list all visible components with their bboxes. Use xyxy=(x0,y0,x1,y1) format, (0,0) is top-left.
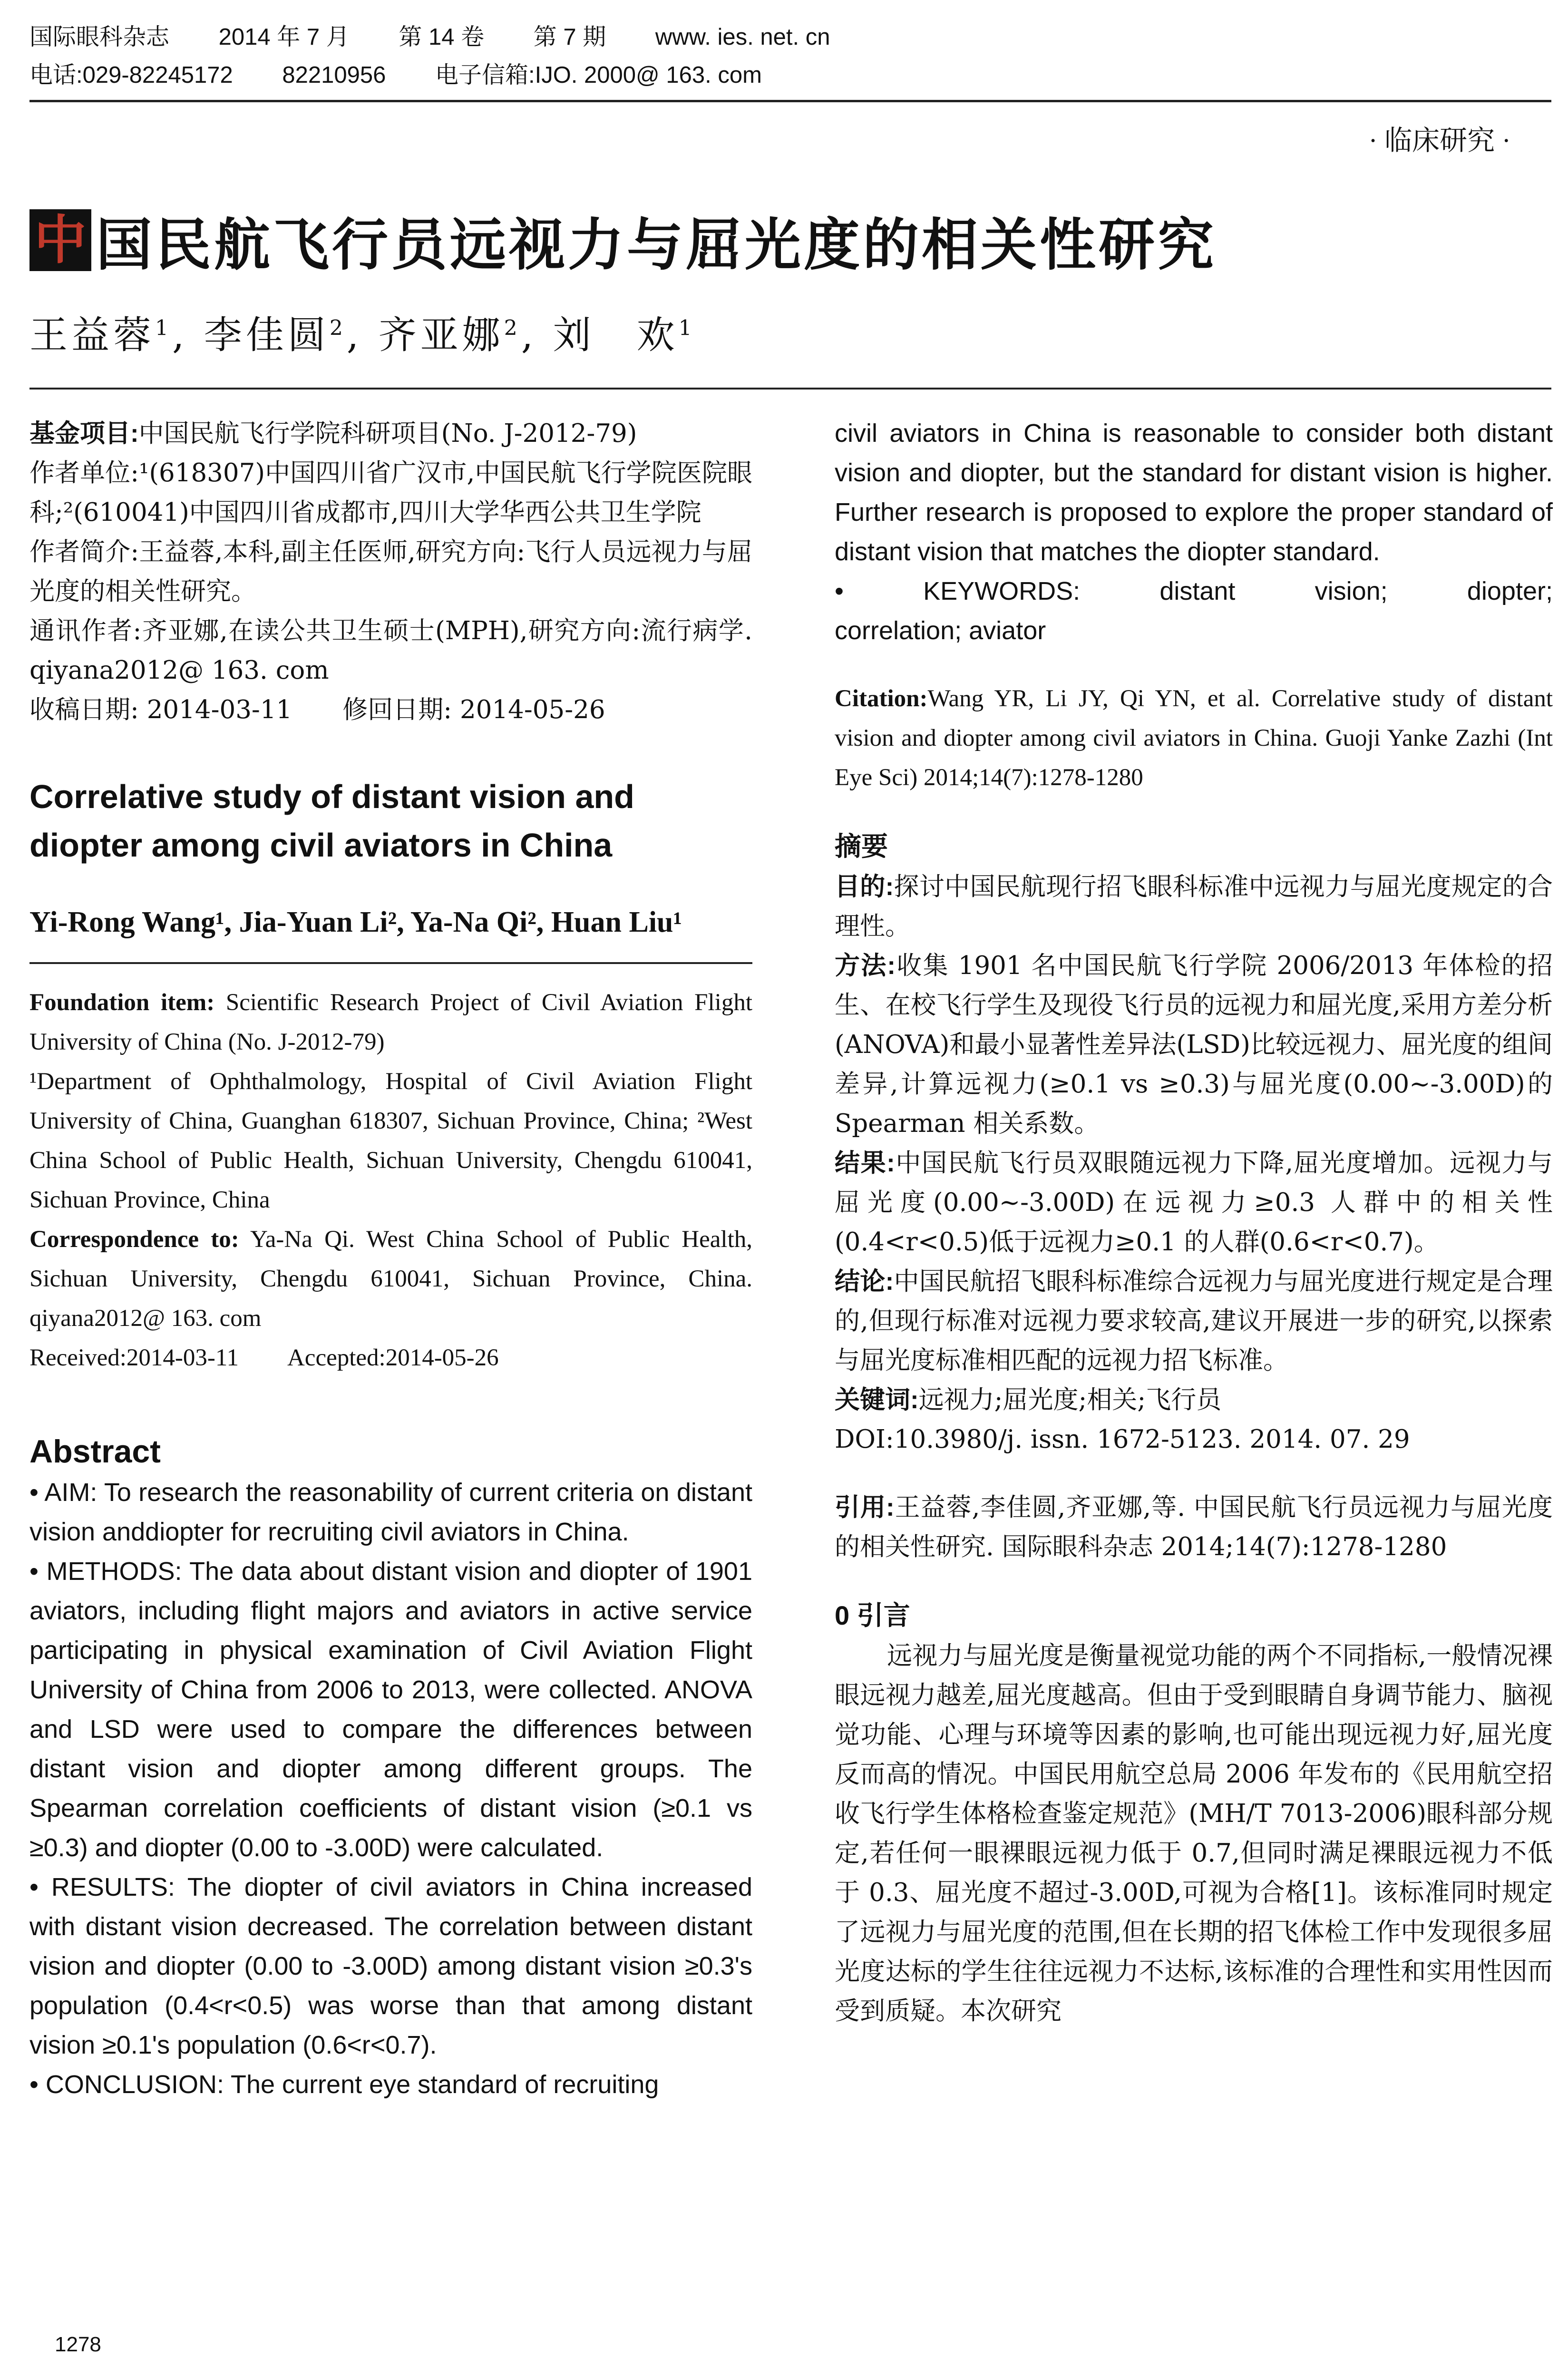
received-dates: 收稿日期: 2014-03-11 修回日期: 2014-05-26 xyxy=(29,695,605,724)
author-bio xyxy=(29,532,752,611)
author-affil: 1 xyxy=(678,316,696,341)
corresponding-author xyxy=(29,611,752,690)
abstract-objective xyxy=(835,867,1553,946)
keyword: diopter; xyxy=(1467,577,1553,605)
method-text: 收集 1901 名中国民航飞行学院 2006/2013 年体检的招生、在校飞行学生及现役飞行员的远视力和屈光度,采用方差分析(ANOVA)和最小显著性差异法(LSD)比较远视力、屈光度的组间差异,计算远视力(≥0.1 vs ≥0.3)与屈光度(0.00~-3.00D)的 Spearman 相关系数。 xyxy=(835,951,1553,1138)
journal-website: www. ies. net. cn xyxy=(655,24,830,50)
author-list: 王益蓉$^1$, 李佳圆$^2$, 齐亚娜$^2$, 刘 欢$^1$ xyxy=(29,313,696,357)
bio-label: 作者简介: xyxy=(29,537,139,566)
corr-label: 通讯作者: xyxy=(29,616,142,645)
keywords-label: KEYWORDS: xyxy=(923,577,1081,605)
author-name: 刘 欢 xyxy=(553,313,679,357)
volume: 第 14 卷 xyxy=(399,24,485,50)
abstract-heading: Abstract xyxy=(29,1433,161,1470)
title-divider xyxy=(29,388,1551,390)
spacer xyxy=(835,1459,1553,1488)
author-affil: 2 xyxy=(504,316,521,341)
english-title: Correlative study of distant vision and diopter among civil aviators in China xyxy=(29,778,634,864)
title-first-char: 中 xyxy=(29,209,91,271)
conclusion-text: 中国民航招飞眼科标准综合远视力与屈光度进行规定是合理的,但现行标准对远视力要求较高,建议开展进一步的研究,以探索与屈光度标准相匹配的远视力招飞标准。 xyxy=(835,1267,1553,1375)
intro-heading: 0 引言 xyxy=(835,1600,910,1630)
abstract-results: • RESULTS: The diopter of civil aviators in China increased with distant vision decreased. The correlation between distant vision and diopter (0.00 to -3.00D) among distant vision ≥0.3's population (0.4<r<0.5) was worse than that among distant vision ≥0.1's population (0.6<r<0.7). xyxy=(29,1873,752,2059)
citation-zh-text: 王益蓉,李佳圆,齐亚娜,等. 中国民航飞行员远视力与屈光度的相关性研究. 国际眼科杂志 2014;14(7):1278-1280 xyxy=(835,1493,1553,1561)
correspondence-label: Correspondence to: xyxy=(29,1226,239,1253)
email: 电子信箱:IJO. 2000@ 163. com xyxy=(435,62,762,88)
doi: DOI:10.3980/j. issn. 1672-5123. 2014. 07. 29 xyxy=(835,1425,1410,1454)
department: ¹Department of Ophthalmology, Hospital of Civil Aviation Flight University of China, Guanghan 618307, Sichuan Province, China; ²West China School of Public Health, Sichuan University, Chengdu 610041, Sichuan Province, China xyxy=(29,1068,752,1213)
keywords-bullet: • xyxy=(835,577,844,605)
foundation-text: Scientific Research Project of Civil Aviation Flight University of China (No. J-2012-79) xyxy=(29,989,752,1055)
spacer xyxy=(835,1567,1553,1595)
abstract-conclusion-end: civil aviators in China is reasonable to consider both distant vision and diopter, but the standard for distant vision is higher. Further research is proposed to explore the proper standard of distant vision that matches the diopter standard. xyxy=(835,419,1553,566)
result-text: 中国民航飞行员双眼随远视力下降,屈光度增加。远视力与屈光度(0.00~-3.00D)在远视力≥0.3 人群中的相关性(0.4<r<0.5)低于远视力≥0.1 的人群(0.6<r<0.7)。 xyxy=(835,1149,1553,1257)
left-column xyxy=(29,414,752,2104)
affiliation xyxy=(29,453,752,532)
affil-label: 作者单位: xyxy=(29,458,139,487)
chinese-abstract-heading: 摘要 xyxy=(835,831,888,861)
section-tag: · 临床研究 · xyxy=(1368,125,1511,156)
page-number: 1278 xyxy=(55,2333,101,2356)
abstract-method xyxy=(835,946,1553,1143)
affil-text: ¹(618307)中国四川省广汉市,中国民航飞行学院医院眼科;²(610041)中国四川省成都市,四川大学华西公共卫生学院 xyxy=(29,458,752,527)
header-line-1 xyxy=(29,18,1551,56)
author-affil: 2 xyxy=(329,316,347,341)
conclusion-label: 结论: xyxy=(835,1267,894,1296)
abstract-conclusion-start: • CONCLUSION: The current eye standard of recruiting xyxy=(29,2070,659,2099)
citation xyxy=(835,679,1553,798)
right-column xyxy=(835,414,1553,2031)
keywords-zh-text: 远视力;屈光度;相关;飞行员 xyxy=(918,1385,1222,1414)
keyword: vision; xyxy=(1315,577,1388,605)
journal-header xyxy=(29,18,1551,94)
header-line-2 xyxy=(29,56,1551,94)
phone: 电话:029-82245172 xyxy=(29,62,233,88)
author-name: 齐亚娜 xyxy=(378,313,504,357)
keywords-row xyxy=(835,572,1553,611)
fund-label: 基金项目: xyxy=(29,419,139,448)
objective-text: 探讨中国民航现行招飞眼科标准中远视力与屈光度规定的合理性。 xyxy=(835,872,1553,941)
foundation-label: Foundation item: xyxy=(29,989,215,1016)
correspondence-text: Ya-Na Qi. West China School of Public Health, Sichuan University, Chengdu 610041, Sichuan Province, China. qiyana2012@ 163. com xyxy=(29,1226,752,1332)
intro-paragraph: 远视力与屈光度是衡量视觉功能的两个不同指标,一般情况裸眼远视力越差,屈光度越高。但由于受到眼睛自身调节能力、脑视觉功能、心理与环境等因素的影响,也可能出现远视力好,屈光度反而高的情况。中国民用航空总局 2006 年发布的《民用航空招收飞行学生体格检查鉴定规范》(MH/T 7013-2006)眼科部分规定,若任何一眼裸眼远视力低于 0.7,但同时满足裸眼远视力不低于 0.3、屈光度不超过-3.00D,可视为合格[1]。该标准同时规定了远视力与屈光度的范围,但在长期的招飞体检工作中发现很多屈光度达标的学生往往远视力不达标,该标准的合理性和实用性因而受到质疑。本次研究 xyxy=(835,1641,1553,2026)
phone-2: 82210956 xyxy=(282,62,386,88)
citation-zh-label: 引用: xyxy=(835,1493,895,1521)
author-name: 李佳圆 xyxy=(204,313,330,357)
corr-text: 齐亚娜,在读公共卫生硕士(MPH),研究方向:流行病学. qiyana2012@ 163. com xyxy=(29,616,752,685)
foundation-item xyxy=(29,983,752,1062)
received-accepted: Received:2014-03-11 Accepted:2014-05-26 xyxy=(29,1344,499,1371)
abstract-methods: • METHODS: The data about distant vision and diopter of 1901 aviators, including flight majors and aviators in active service participating in physical examination of Civil Aviation Flight University of China from 2006 to 2013, were collected. ANOVA and LSD were used to compare the differences between distant vision and diopter among different groups. The Spearman correlation coefficients of distant vision (≥0.1 vs ≥0.3) and diopter (0.00 to -3.00D) were calculated. xyxy=(29,1557,752,1862)
citation-label: Citation: xyxy=(835,685,928,712)
keywords-line-2: correlation; aviator xyxy=(835,616,1046,645)
english-authors: Yi-Rong Wang¹, Jia-Yuan Li², Ya-Na Qi², Huan Liu¹ xyxy=(29,906,682,938)
journal-name: 国际眼科杂志 xyxy=(29,24,170,50)
spacer xyxy=(835,651,1553,679)
header-divider xyxy=(29,100,1551,102)
correspondence xyxy=(29,1220,752,1338)
bio-text: 王益蓉,本科,副主任医师,研究方向:飞行人员远视力与屈光度的相关性研究。 xyxy=(29,537,752,606)
abstract-conclusion xyxy=(835,1262,1553,1380)
title-row xyxy=(29,200,1217,281)
spacer xyxy=(835,798,1553,826)
keywords-zh-label: 关键词: xyxy=(835,1386,919,1414)
author-affil: 1 xyxy=(155,316,172,341)
issue-date: 2014 年 7 月 xyxy=(218,24,350,50)
objective-label: 目的: xyxy=(835,873,894,901)
author-name: 王益蓉 xyxy=(29,313,155,357)
citation-text: Wang YR, Li JY, Qi YN, et al. Correlative study of distant vision and diopter among civil aviators in China. Guoji Yanke Zazhi (Int Eye Sci) 2014;14(7):1278-1280 xyxy=(835,685,1553,791)
result-label: 结果: xyxy=(835,1149,895,1177)
fund-text: 中国民航飞行学院科研项目(No. J-2012-79) xyxy=(138,419,637,448)
divider xyxy=(29,962,752,964)
issue-number: 第 7 期 xyxy=(533,24,606,50)
page-title: 国民航飞行员远视力与屈光度的相关性研究 xyxy=(96,212,1217,278)
keyword: distant xyxy=(1159,577,1236,605)
abstract-result xyxy=(835,1143,1553,1262)
method-label: 方法: xyxy=(835,952,896,980)
citation-zh xyxy=(835,1488,1553,1567)
abstract-aim: • AIM: To research the reasonability of current criteria on distant vision anddiopter for recruiting civil aviators in China. xyxy=(29,1478,752,1546)
fund-info xyxy=(29,414,752,453)
keywords-zh xyxy=(835,1380,1553,1420)
